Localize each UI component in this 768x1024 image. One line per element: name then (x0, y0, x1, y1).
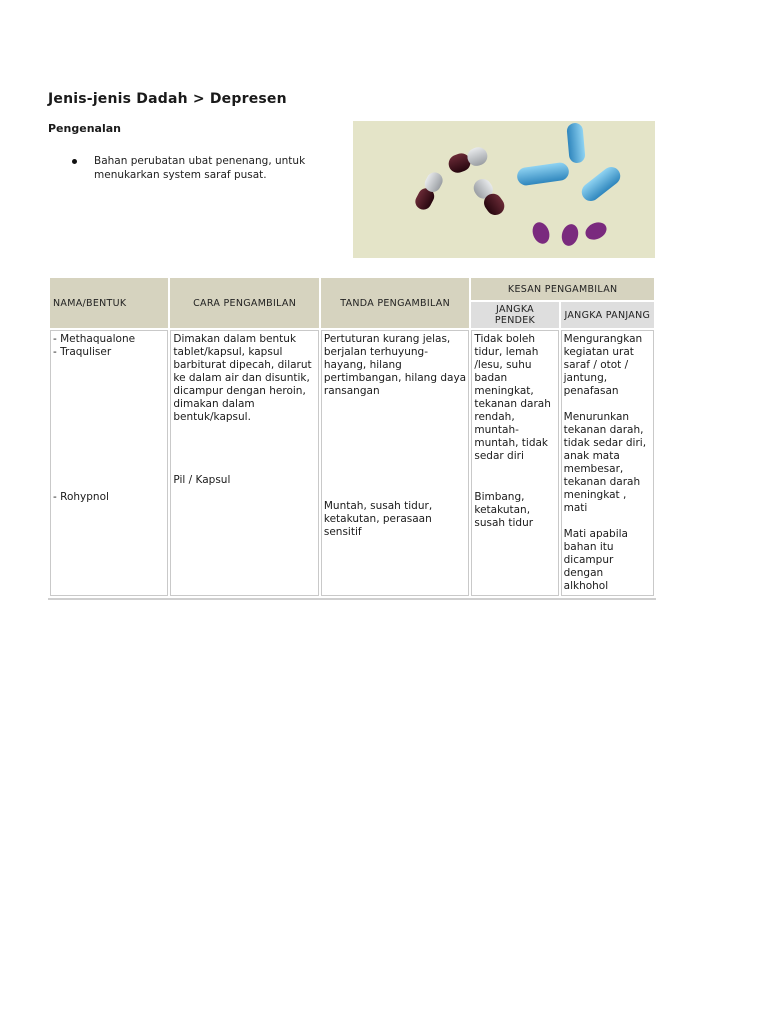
tanda-bottom: Muntah, susah tidur, ketakutan, perasaan sensitif (323, 500, 433, 538)
capsules-photo (353, 121, 655, 258)
tanda-cell (321, 330, 469, 596)
nama-cell (50, 330, 168, 596)
cara-cell (170, 330, 318, 596)
pendek-cell (471, 330, 558, 596)
section-heading: Pengenalan (48, 122, 121, 135)
header-jangka-panjang: JANGKA PANJANG (561, 302, 654, 328)
intro-bullet (72, 155, 312, 182)
intro-text: Bahan perubatan ubat penenang, untuk menukarkan system saraf pusat. (94, 155, 306, 181)
panjang-a: Mengurangkan kegiatan urat saraf / otot / jantung, penafasan (563, 333, 643, 397)
header-cara: CARA PENGAMBILAN (170, 278, 318, 328)
nama-bottom: - Rohypnol (53, 491, 109, 503)
table-row (50, 330, 654, 596)
cara-bottom: Pil / Kapsul (173, 474, 231, 486)
depresen-table (48, 276, 656, 600)
panjang-cell (561, 330, 654, 596)
header-tanda: TANDA PENGAMBILAN (321, 278, 469, 328)
header-nama: NAMA/BENTUK (50, 278, 168, 328)
page-title: Jenis-jenis Dadah > Depresen (48, 91, 287, 107)
panjang-b: Menurunkan tekanan darah, tidak sedar diri, anak mata membesar, tekanan darah meningkat , mati (563, 411, 647, 514)
capsules-illustration-icon (353, 121, 655, 258)
panjang-c: Mati apabila bahan itu dicampur dengan alkhohol (563, 528, 628, 592)
nama-top: - Methaqualone - Traquliser (53, 333, 136, 358)
header-kesan: KESAN PENGAMBILAN (471, 278, 654, 300)
pendek-bottom: Bimbang, ketakutan, susah tidur (474, 491, 534, 529)
bullet-dot-icon (72, 159, 77, 164)
tanda-top: Pertuturan kurang jelas, berjalan terhuyung-hayang, hilang pertimbangan, hilang daya ransangan (323, 333, 467, 397)
cara-top: Dimakan dalam bentuk tablet/kapsul, kapsul barbiturat dipecah, dilarut ke dalam air dan disuntik, dicampur dengan heroin, dimakan dalam bentuk/kapsul. (173, 333, 312, 423)
header-jangka-pendek: JANGKA PENDEK (471, 302, 558, 328)
pendek-top: Tidak boleh tidur, lemah /lesu, suhu badan meningkat, tekanan darah rendah, muntah-muntah, tidak sedar diri (474, 333, 551, 462)
